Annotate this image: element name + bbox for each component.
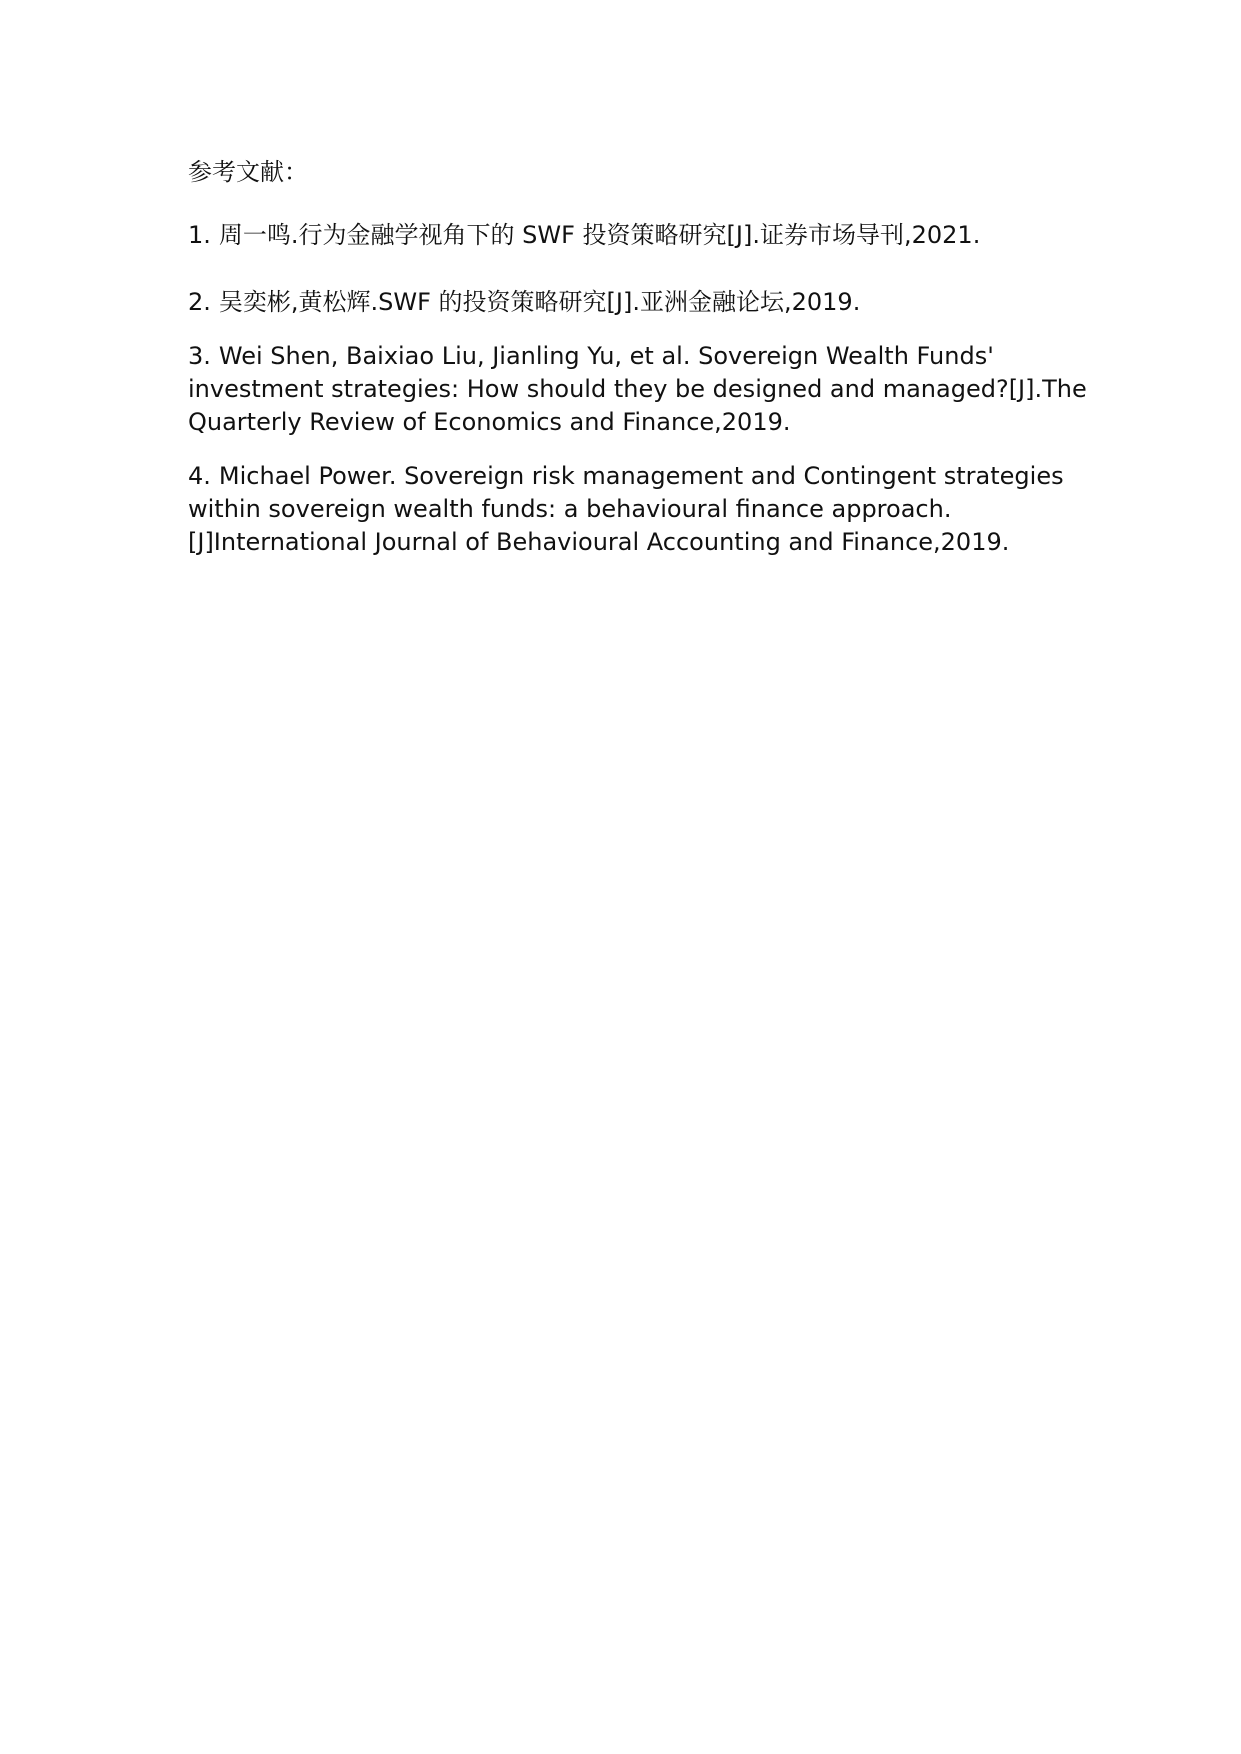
- reference-item-2: [188, 286, 1088, 319]
- references-section: [188, 156, 1088, 559]
- reference-number: 3.: [188, 342, 211, 370]
- reference-item-3: [188, 340, 1088, 439]
- reference-number: 4.: [188, 462, 211, 490]
- reference-text: Michael Power. Sovereign risk management and Contingent strategies within sovereign wealth funds: a behavioural finance approach. [J]International Journal of Behavioural Accounting and Finance,2019.: [188, 462, 1064, 556]
- reference-text: 吴奕彬,黄松辉.SWF 的投资策略研究[J].亚洲金融论坛,2019.: [218, 288, 861, 316]
- reference-item-1: [188, 219, 1088, 252]
- reference-number: 2.: [188, 288, 211, 316]
- reference-text: 周一鸣.行为金融学视角下的 SWF 投资策略研究[J].证券市场导刊,2021.: [218, 221, 981, 249]
- reference-list: [188, 219, 1088, 559]
- reference-item-4: [188, 460, 1088, 559]
- reference-text: Wei Shen, Baixiao Liu, Jianling Yu, et al. Sovereign Wealth Funds' investment strategies: How should they be designed and managed?[J].The Quarterly Review of Economics and Finance,2019.: [188, 342, 1087, 436]
- references-heading: 参考文献：: [188, 158, 308, 186]
- reference-number: 1.: [188, 221, 211, 249]
